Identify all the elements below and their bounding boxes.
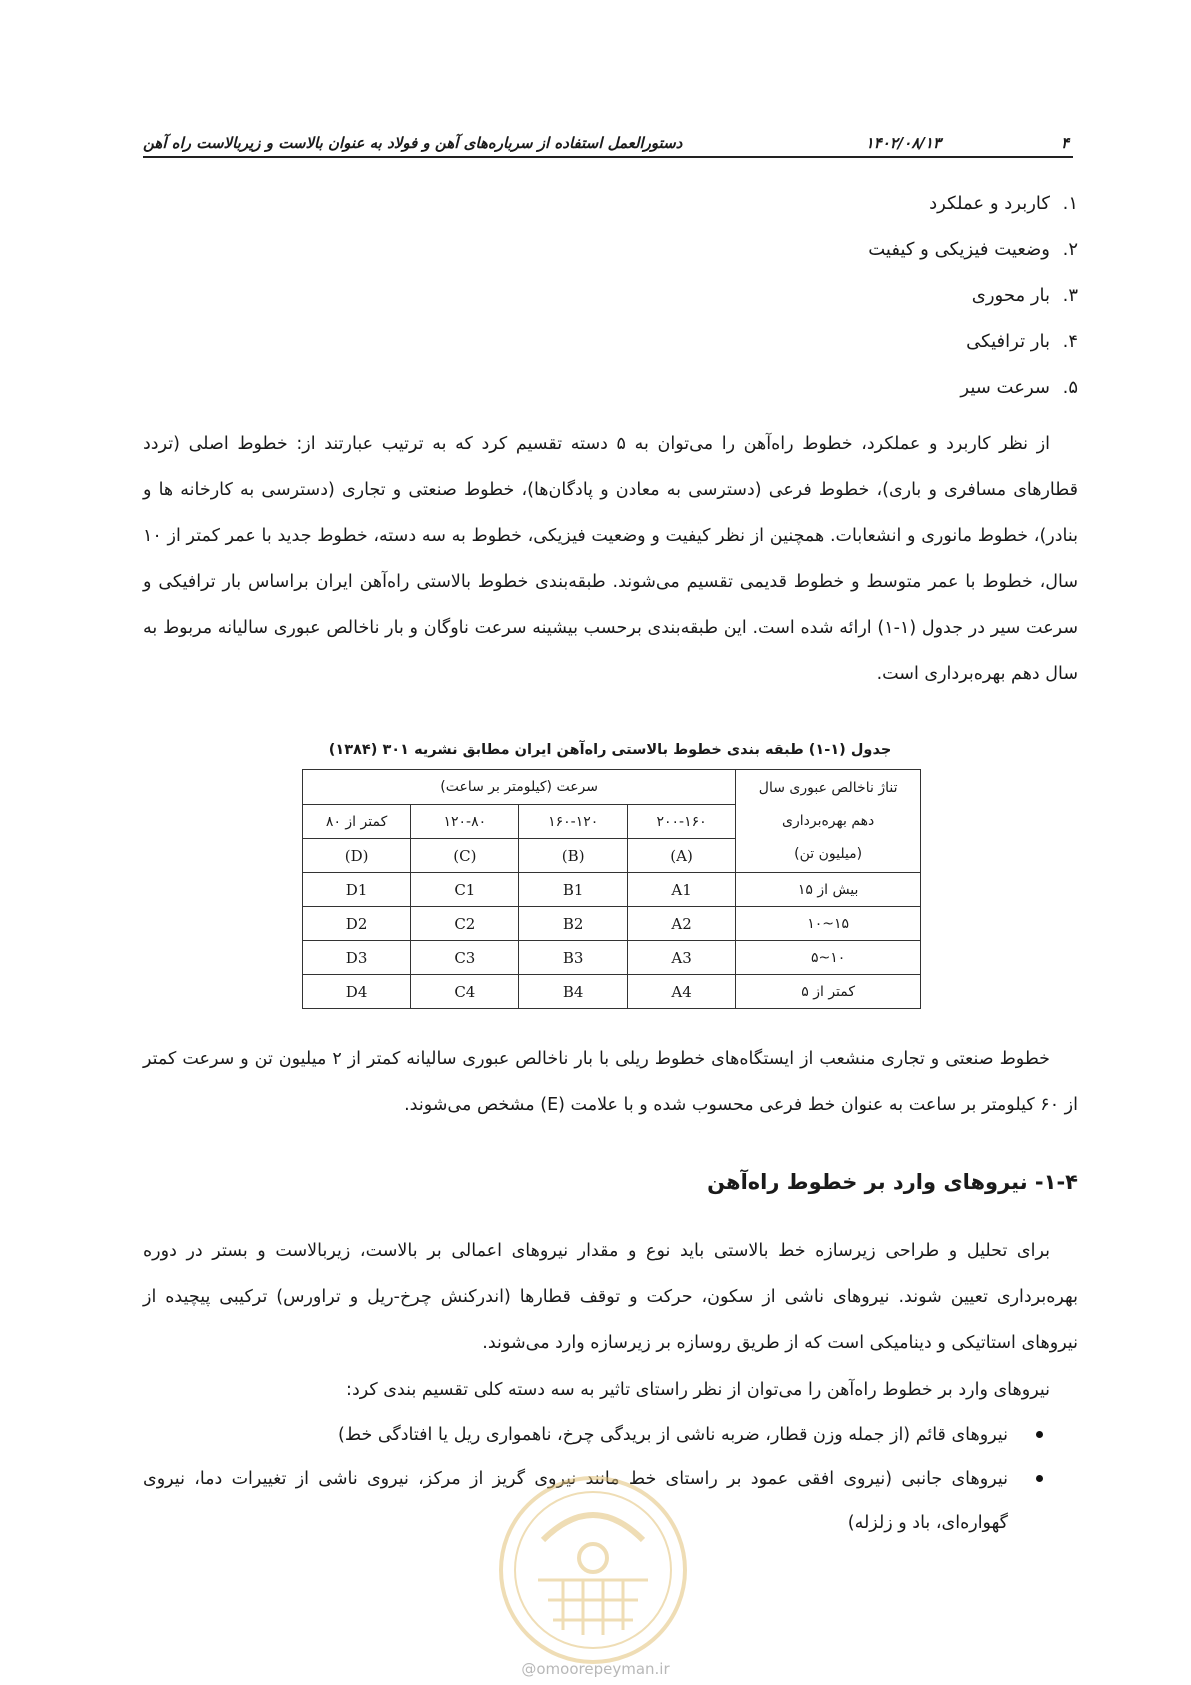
table-caption: جدول (۱-۱) طبقه بندی خطوط بالاستی راه‌آهن ایران مطابق نشریه ۳۰۱ (۱۳۸۴) <box>328 742 892 758</box>
paragraph-force-categories: نیروهای وارد بر خطوط راه‌آهن را می‌توان از نظر راستای تاثیر به سه دسته کلی تقسیم بندی کرد: <box>346 1380 1050 1400</box>
class-cell: D2 <box>303 907 411 941</box>
paragraph-industrial-lines: خطوط صنعتی و تجاری منشعب از ایستگاه‌های خطوط ریلی با بار ناخالص عبوری سالیانه کمتر از ۲ میلیون تن و سرعت کمتر از ۶۰ کیلومتر بر ساعت به عنوان خط فرعی محسوب شده و با علامت (E) مشخص می‌شوند. <box>143 1049 1078 1115</box>
header-date: ۱۴۰۲/۰۸/۱۳ <box>865 134 941 152</box>
list-item <box>868 236 1078 282</box>
list-label: کاربرد و عملکرد <box>929 193 1050 214</box>
classification-table <box>302 769 921 1009</box>
list-number: ۵. <box>1062 377 1078 398</box>
list-number: ۲. <box>1062 239 1078 260</box>
class-cell: A4 <box>627 975 735 1009</box>
class-cell: B4 <box>519 975 627 1009</box>
speed-code-cell: (A) <box>627 839 735 873</box>
class-cell: A1 <box>627 873 735 907</box>
speed-range-cell: کمتر از ۸۰ <box>303 805 411 839</box>
class-cell: B2 <box>519 907 627 941</box>
watermark-seal-icon <box>493 1470 693 1670</box>
class-cell: D1 <box>303 873 411 907</box>
class-cell: B3 <box>519 941 627 975</box>
bullet-item: نیروهای قائم (از جمله وزن قطار، ضربه ناشی از بریدگی چرخ، ناهمواری ریل یا افتادگی خط) <box>143 1413 1078 1457</box>
class-cell: B1 <box>519 873 627 907</box>
list-item <box>868 190 1078 236</box>
list-label: سرعت سیر <box>960 377 1050 398</box>
speed-range-cell: ۱۲۰-۸۰ <box>411 805 519 839</box>
tonnage-cell: کمتر از ۵ <box>736 975 921 1009</box>
list-item <box>868 282 1078 328</box>
table-row <box>303 907 921 941</box>
section-heading: ۱-۴- نیروهای وارد بر خطوط راه‌آهن <box>707 1170 1078 1194</box>
page-number: ۴ <box>1060 134 1069 152</box>
list-number: ۳. <box>1062 285 1078 306</box>
tonnage-cell: ۱۵~۱۰ <box>736 907 921 941</box>
tonnage-cell: ۱۰~۵ <box>736 941 921 975</box>
speed-code-cell: (C) <box>411 839 519 873</box>
table-row <box>303 873 921 907</box>
class-cell: C3 <box>411 941 519 975</box>
class-cell: A2 <box>627 907 735 941</box>
tonnage-cell: بیش از ۱۵ <box>736 873 921 907</box>
class-cell: C1 <box>411 873 519 907</box>
tonnage-header-line: دهم بهره‌برداری <box>782 812 875 829</box>
table-row <box>303 975 921 1009</box>
class-cell: C2 <box>411 907 519 941</box>
page-header <box>143 132 1073 158</box>
bullet-item: نیروهای جانبی (نیروی افقی عمود بر راستای خط مانند نیروی گریز از مرکز، نیروی ناشی از تغییرات دما، نیروی گهواره‌ای، باد و زلزله) <box>143 1457 1078 1545</box>
speed-range-cell: ۲۰۰-۱۶۰ <box>627 805 735 839</box>
speed-code-cell: (B) <box>519 839 627 873</box>
paragraph-classification: از نظر کاربرد و عملکرد، خطوط راه‌آهن را می‌توان به ۵ دسته تقسیم کرد که به ترتیب عبارتند از: خطوط اصلی (تردد قطارهای مسافری و باری)، خطوط فرعی (دسترسی به معادن و پادگان‌ها)، خطوط صنعتی و تجاری (دسترسی به کارخانه ها و بنادر)، خطوط مانوری و انشعابات. همچنین از نظر کیفیت و وضعیت فیزیکی، خطوط به سه دسته، خطوط جدید با عمر کمتر از ۱۰ سال، خطوط با عمر متوسط و خطوط قدیمی تقسیم می‌شوند. طبقه‌بندی خطوط بالاستی راه‌آهن ایران براساس بار ترافیکی و سرعت سیر در جدول (۱-۱) ارائه شده است. این طبقه‌بندی برحسب بیشینه سرعت ناوگان و بار ناخالص عبوری سالیانه مربوط به سال دهم بهره‌برداری است. <box>143 434 1078 684</box>
list-number: ۴. <box>1062 331 1078 352</box>
list-label: وضعیت فیزیکی و کیفیت <box>868 239 1050 260</box>
class-cell: D3 <box>303 941 411 975</box>
list-item <box>868 328 1078 374</box>
tonnage-header-line: (میلیون تن) <box>794 845 863 862</box>
header-title: دستورالعمل استفاده از سرباره‌های آهن و فولاد به عنوان بالاست و زیربالاست راه آهن <box>143 134 683 152</box>
tonnage-header-cell <box>736 770 921 873</box>
tonnage-header-line: تناژ ناخالص عبوری سال <box>758 779 898 796</box>
list-label: بار محوری <box>971 285 1050 306</box>
class-cell: D4 <box>303 975 411 1009</box>
list-number: ۱. <box>1062 193 1078 214</box>
class-cell: C4 <box>411 975 519 1009</box>
speed-code-cell: (D) <box>303 839 411 873</box>
paragraph-forces: برای تحلیل و طراحی زیرسازه خط بالاستی باید نوع و مقدار نیروهای اعمالی بر بالاست، زیربالاست و بستر در دوره بهره‌برداری تعیین شوند. نیروهای ناشی از سکون، حرکت و توقف قطارها (اندرکنش چرخ-ریل و تراورس) ترکیبی پیچیده از نیروهای استاتیکی و دینامیکی است که از طریق روسازه بر زیرسازه وارد می‌شوند. <box>143 1241 1078 1353</box>
table-row <box>303 941 921 975</box>
list-label: بار ترافیکی <box>966 331 1050 352</box>
list-item <box>868 374 1078 420</box>
watermark-handle: @omoorepeyman.ir <box>521 1660 670 1678</box>
speed-range-cell: ۱۶۰-۱۲۰ <box>519 805 627 839</box>
speed-header-cell: سرعت (کیلومتر بر ساعت) <box>303 770 736 805</box>
class-cell: A3 <box>627 941 735 975</box>
criteria-list <box>868 190 1078 420</box>
